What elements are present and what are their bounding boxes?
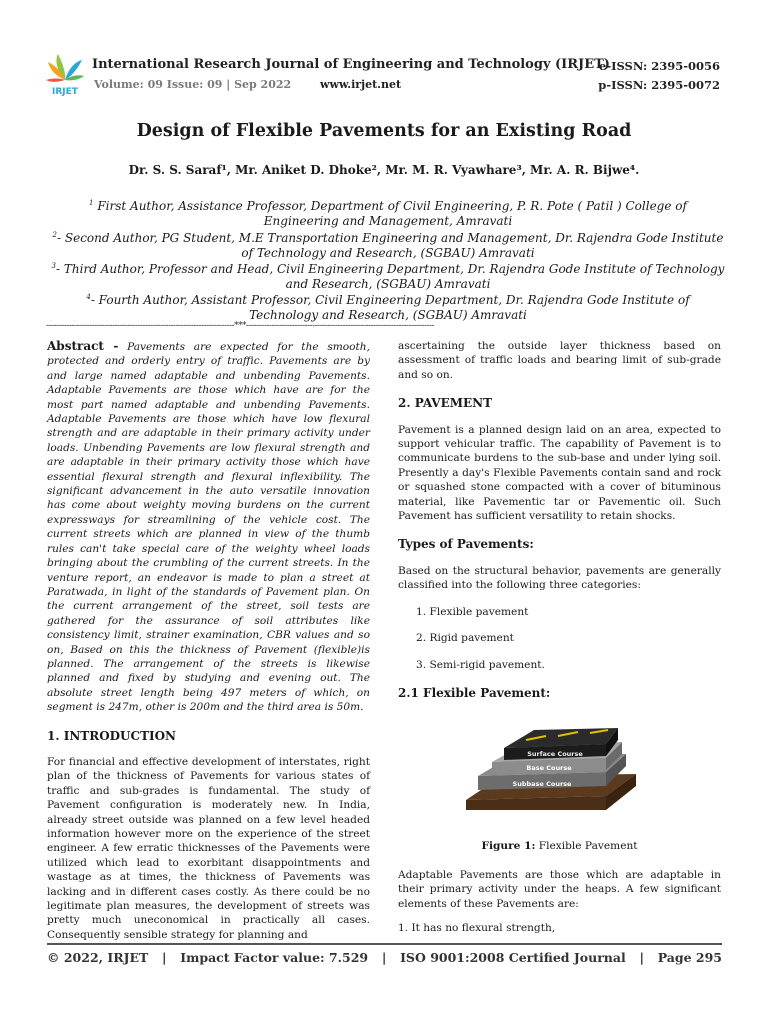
list-item: 3. Semi-rigid pavement. xyxy=(416,658,545,671)
layer-label: Surface Course xyxy=(527,750,583,759)
footer-separator: | xyxy=(639,950,644,965)
journal-title: International Research Journal of Engineering and Technology (IRJET) xyxy=(92,57,610,72)
types-intro: Based on the structural behavior, pavements are generally classified into the following three categories: xyxy=(398,564,721,592)
adaptable-text: Adaptable Pavements are those which are adaptable in their primary activity under the heaps. A few significant elements of these Pavements are: xyxy=(398,868,721,910)
affiliation-4: $^4$- Fourth Author, Assistant Professor, Civil Engineering Department, Dr. Rajendra Gode Institute of Technology and Research, (SGBAU) Amravati xyxy=(86,293,690,322)
affiliation-2: $^2$- Second Author, PG Student, M.E Transportation Engineering and Management, Dr. Rajendra Gode Institute of Technology and Research, (SGBAU) Amravati xyxy=(52,231,724,260)
eissn: e-ISSN: 2395-0056 xyxy=(599,59,720,73)
introduction-heading: 1. INTRODUCTION xyxy=(47,728,177,743)
affiliation-3: $^3$- Third Author, Professor and Head, Civil Engineering Department, Dr. Rajendra Gode Institute of Technology and Research, (SGBAU) Amravati xyxy=(51,262,725,291)
pissn: p-ISSN: 2395-0072 xyxy=(598,78,720,92)
pavement-layers-illustration xyxy=(456,714,636,810)
footer-separator: | xyxy=(381,950,387,965)
list-item: 2. Rigid pavement xyxy=(416,632,514,645)
right-column xyxy=(398,339,721,935)
abstract-text: Pavements are expected for the smooth, protected and orderly entry of traffic. Pavements are by and large named adaptable and unbending Pavements. Adaptable Pavements are those which have are for the most part named adaptable and unbending Pavements. Adaptable Pavements are those which have low flexural strength and are adaptable in their primary activity under loads. Unbending Pavements are low flexural strength and are adaptable in their primary activity those which have essential flexural strength and flexural inflexibility. The significant advancement in the auto versatile innovation has come about weighty moving burdens on the current expressways for streamlining of the vehicle cost. The current streets which are planned in view of the thumb rules can't take special care of the weighty wheel loads bringing about the crumbling of the current streets. In the venture report, an endeavor is made to plan a street at Paratwada, in light of the standards of Pavement plan. On the current arrangement of the street, soil tests are gathered for the assurance of soil attributes like consistency limit, strainer examination, CBR values and so on, Based on this the thickness of Pavement (flexible)is planned. The arrangement of the streets is likewise planned and fixed by studying and evening out. The absolute street length being 497 meters of which, on segment is 247m, other is 200m and the third area is 50m. xyxy=(47,341,371,714)
figure-caption: Figure 1: Flexible Pavement xyxy=(481,840,638,853)
irjet-logo-icon xyxy=(44,50,86,96)
flexible-pavement-heading: 2.1 Flexible Pavement: xyxy=(398,685,551,700)
page-footer xyxy=(47,943,722,965)
pavement-text: Pavement is a planned design laid on an area, expected to support vehicular traffic. The capability of Pavement is to communicate burdens to the sub-base and under lying soil. Presently a day's Flexible Pavements contain sand and rock or squashed stone compacted with a cover of bituminous material, like Pavementic tar or Pavementic oil. Such Pavement has sufficient versatility to retain shocks. xyxy=(398,423,721,523)
volume-issue: Volume: 09 Issue: 09 | Sep 2022 xyxy=(94,78,292,91)
author-list: Dr. S. S. Saraf¹, Mr. Aniket D. Dhoke², Mr. M. R. Vyawhare³, Mr. A. R. Bijwe⁴. xyxy=(128,163,640,177)
page-number: Page 295 xyxy=(657,950,722,965)
list-item: 1. Flexible pavement xyxy=(416,605,529,618)
paper-title: Design of Flexible Pavements for an Existing Road xyxy=(136,121,632,141)
copyright: © 2022, IRJET xyxy=(47,950,149,965)
figure-flexible-pavement xyxy=(398,714,721,810)
affiliation-1: $^1$ First Author, Assistance Professor, Department of Civil Engineering, P. R. Pote ( Patil ) College of Engineering and Management, Amravati xyxy=(89,199,687,228)
iso-certification: ISO 9001:2008 Certified Journal xyxy=(400,950,626,965)
continuation-text: ascertaining the outside layer thickness based on assessment of traffic loads and bearing limit of sub-grade and so on. xyxy=(398,340,721,381)
section-divider: --------------------------------------------------------------------------***-------------------------------------------------------------------------- xyxy=(46,321,435,331)
logo-text: IRJET xyxy=(52,87,78,96)
layer-label: Base Course xyxy=(526,764,572,773)
impact-factor: Impact Factor value: 7.529 xyxy=(180,950,369,965)
journal-header xyxy=(44,48,724,98)
layer-label: Subbase Course xyxy=(512,780,572,789)
abstract-label: Abstract - xyxy=(47,339,119,353)
pavement-heading: 2. PAVEMENT xyxy=(398,396,493,411)
journal-website[interactable]: www.irjet.net xyxy=(320,78,402,91)
types-heading: Types of Pavements: xyxy=(398,537,534,552)
left-column xyxy=(47,339,370,942)
footer-separator: | xyxy=(162,950,167,965)
introduction-text: For financial and effective development of interstates, right plan of the thickness of Pavements for various states of traffic and sub-grades is fundamental. The study of Pavement configuration is moderately new. In India, already street outside was planned on a few level headed information however more on the experience of the street engineer. A few erratic thicknesses of the Pavements were utilized which lead to exorbitant disappointments and wastage as at times, the thickness of Pavements was lacking and in different cases costly. As there could be no legitimate plan measures, the development of streets was pretty much uneconomical in practically all cases. Consequently sensible strategy for planning and xyxy=(47,755,370,941)
point-1: 1. It has no flexural strength, xyxy=(398,921,556,934)
abstract xyxy=(47,339,370,715)
